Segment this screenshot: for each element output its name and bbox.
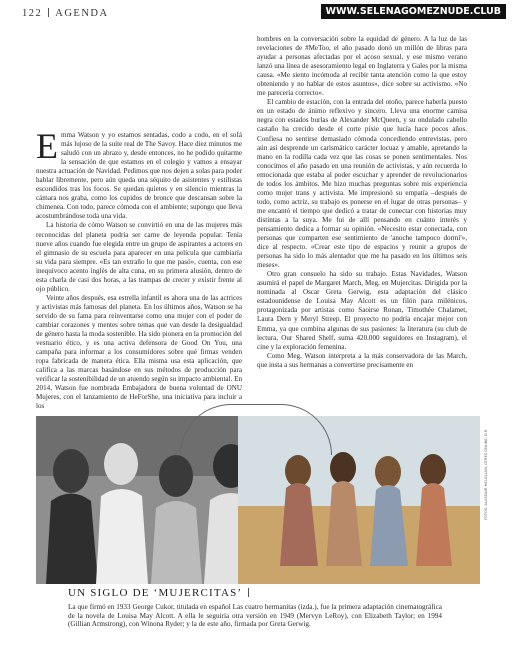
decorative-arc: [180, 404, 332, 455]
article-paragraph: Emma Watson y yo estamos sentadas, codo a codo, en el sofá más lujoso de la suite real de The Savoy. Hace diez minutos me saludó con un abrazo y, desde entonces, no he podido quitarme la sensación de que estamos en el colegio y vamos a ensayar nuestra actuación de Navidad. Pedimos que nos dejen a solas para poder hablar libremente, pero aún queda una séquito de asistentes y estilistas escondidos tras los focos. Se quedan quietos y en silencio mientras la cámara nos graba, como los cupidos de bronce que descansan sobre la chimenea. Con todo, parece cómoda con el ambiente; supongo que lleva acostumbrándose toda una vida.: [36, 126, 242, 221]
watermark-banner: WWW.SELENAGOMEZNUDE.CLUB: [321, 4, 506, 19]
article-right-column: [257, 35, 467, 370]
photo-credit: FOTOS: ALASDAIR MCLELLAN, GTRES ONLINE, D.R.: [484, 428, 488, 520]
article-paragraph: Como Meg, Watson interpreta a la más conservadora de las March, que insta a sus hermanas a convertirse precisamente en: [257, 351, 467, 369]
caption-title: UN SIGLO DE ‘MUJERCITAS’: [68, 587, 249, 599]
page-header: [22, 8, 109, 19]
article-paragraph: Veinte años después, esa estrella infantil es ahora una de las actrices y activistas más famosas del planeta. En los últimos años, Watson se ha servido de su fama para reinventarse como una mujer con el poder de cambiar corazones y mentes sobre temas que van desde la desigualdad de género hasta la moda sostenible. Ha sido pionera en la promoción del vestuario ético, y es una activa defensora de Good On You, una campaña para informar a los consumidores sobre qué firmas venden ropa fabricada de manera ética. Ella misma usa esta aplicación, que califica a las marcas basándose en sus métodos de producción para verificar la sostenibilidad de un atuendo según su impacto ambiental. En 2014, Watson fue nombrada Embajadora de buena voluntad de ONU Mujeres, con el lanzamiento de HeForShe, una iniciativa para incluir a los: [36, 293, 242, 411]
drop-cap: E: [36, 126, 58, 166]
header-divider: [48, 8, 49, 17]
article-paragraph: La historia de cómo Watson se convirtió en una de las mujeres más reconocidas del planeta podría ser carne de leyenda popular. Tenía nueve años cuando fue elegida entre un grupo de aspirantes a actores en el gimnasio de su escuela para aparecer en una película que cambiaría su vida para siempre. «Es tan extraño lo que me pasó», cuenta, con ese inequívoco acento inglés de alta cuna, en su primera alusión, dentro de esta charla de casi dos horas, a las trampas de crecer y existir frente al ojo público.: [36, 221, 242, 293]
article-left-column: [36, 126, 242, 411]
article-paragraph: El cambio de estación, con la entrada del otoño, parece haberla puesto en un estado de ánimo reflexivo y sincero. Lleva una enorme camisa negra con estados burlas de Alexander McQueen, y su ondulado cabello castaño ha crecido desde el corte pixie que lucía hace pocos años. Confiesa no sentirse demasiado cómoda concediendo entrevistas, pero aún así desprende un carismático carácter locuaz y amable, apretando la mano en la rodilla cada vez que las cosas se ponen sentimentales. Nos conocimos el año pasado en una reunión de activistas, y aún recuerda lo emocionada que estaba al poder escuchar y aprender de revolucionarios de todos los ámbitos. Me hizo muchas preguntas sobre mis experiencia como mujer trans y activista. Me impresionó su empatía –después de todo, como actriz, su trabajo es ponerse en el lugar de otras personas– y me encantó el tiempo que dedicó a tratar de conectar con historias muy distintas a la suya. Me fui de allí pensando en cuánto interés y pensamiento dedica a formar su opinión. «Necesito estar conectada, con personas que comparten ese sentimiento de 'anoche tampoco dormí'», dice al respecto. «Crear este tipo de espacios y reunir a grupos de personas ha sido lo más alentador que me ha pasado en los últimos seis meses».: [257, 98, 467, 270]
caption-text: La que firmó en 1933 George Cukor, titulada en español Las cuatro hermanitas (izda.), fue la primera adaptación cinematográfica de la novela de Louisa May Alcott. A ella le seguiría otra versión en 1949 (Mervyn LeRoy), con Elizabeth Taylor; en 1994 (Gillian Armstrong), con Winona Ryder; y la de este año, firmada por Greta Gerwig.: [68, 603, 442, 629]
section-name: AGENDA: [55, 8, 109, 19]
page-number: 122: [22, 8, 43, 19]
article-paragraph: Otro gran consuelo ha sido su trabajo. Estas Navidades, Watson asumirá el papel de Margaret March, Meg, en Mujercitas. Dirigida por la nominada al Oscar Greta Gerwig, esta adaptación del clásico estadounidense de Louisa May Alcott es un filón para milénicos, protagonizada por artistas como Saoirse Ronan, Timothée Chalamet, Laura Dern y Meryl Streep. El proyecto no podría encajar mejor con Emma, ya que combina algunas de sus pasiones: la literatura (su club de lectura, Our Shared Shelf, suma 420.000 seguidores en Instagram), el cine y la exploración femenina.: [257, 270, 467, 351]
caption-divider: [248, 588, 249, 597]
article-paragraph: hombres en la conversación sobre la equidad de género. A la luz de las revelaciones de #MeToo, el año pasado donó un millón de libras para ayudar a personas afectadas por el acoso sexual, y ese mismo verano lanzó una línea de asesoramiento legal en Inglaterra y Gales por la misma causa. «Me siento incómoda al recibir tanta atención como la que estoy obteniendo y no hablar de estos asuntos», dice sobre su activismo. «No me parecería correcto».: [257, 35, 467, 98]
